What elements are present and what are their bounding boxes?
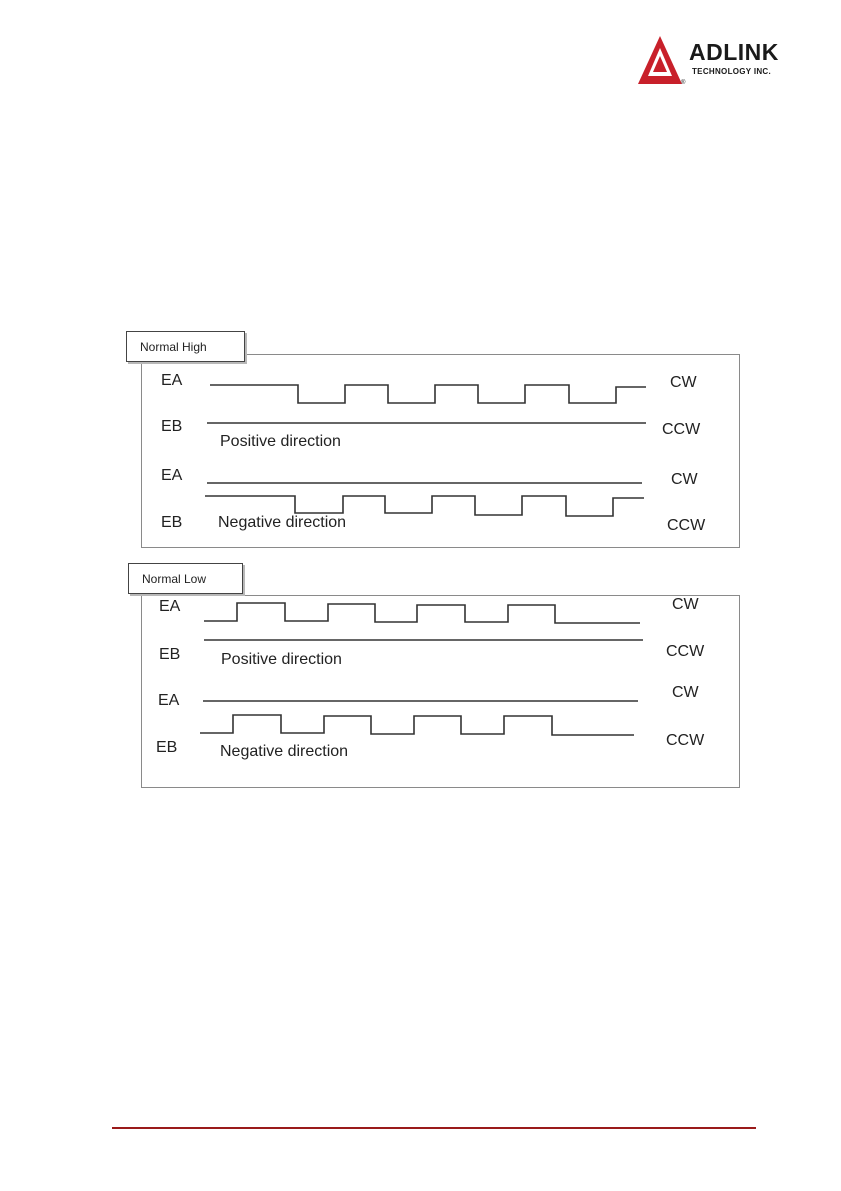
nl-positive-ea-waveform bbox=[204, 603, 640, 623]
nh-positive-ea-waveform bbox=[210, 385, 646, 403]
nl-negative-ccw-label: CCW bbox=[666, 732, 705, 749]
nl-negative-direction-label: Negative direction bbox=[220, 743, 349, 760]
nh-positive-eb-label: EB bbox=[161, 418, 183, 435]
normal-low-tab: Normal Low bbox=[128, 563, 243, 594]
nl-negative-eb-label: EB bbox=[156, 739, 178, 756]
nh-negative-ea-label: EA bbox=[161, 467, 183, 484]
nh-positive-direction-label: Positive direction bbox=[220, 433, 341, 450]
footer-rule bbox=[112, 1127, 756, 1129]
nh-negative-ccw-label: CCW bbox=[667, 517, 706, 534]
nl-positive-ea-label: EA bbox=[159, 598, 181, 615]
logo-brand-text: ADLINK bbox=[689, 39, 779, 65]
nh-negative-eb-label: EB bbox=[161, 514, 183, 531]
logo-registered-mark: ® bbox=[681, 80, 686, 86]
nl-positive-direction-label: Positive direction bbox=[221, 651, 342, 668]
normal-high-tab: Normal High bbox=[126, 331, 245, 362]
nl-positive-ccw-label: CCW bbox=[666, 643, 705, 660]
nh-positive-ea-label: EA bbox=[161, 372, 183, 389]
nh-negative-direction-label: Negative direction bbox=[218, 514, 347, 531]
nl-negative-cw-label: CW bbox=[672, 684, 699, 701]
nl-positive-eb-label: EB bbox=[159, 646, 181, 663]
nh-negative-cw-label: CW bbox=[671, 471, 698, 488]
logo-tagline: TECHNOLOGY INC. bbox=[692, 67, 772, 76]
nl-negative-ea-label: EA bbox=[158, 692, 180, 709]
nh-positive-ccw-label: CCW bbox=[662, 421, 701, 438]
nh-positive-cw-label: CW bbox=[670, 374, 697, 391]
nh-negative-eb-waveform bbox=[205, 496, 644, 516]
nl-negative-eb-waveform bbox=[200, 715, 634, 735]
nl-positive-cw-label: CW bbox=[672, 596, 699, 613]
